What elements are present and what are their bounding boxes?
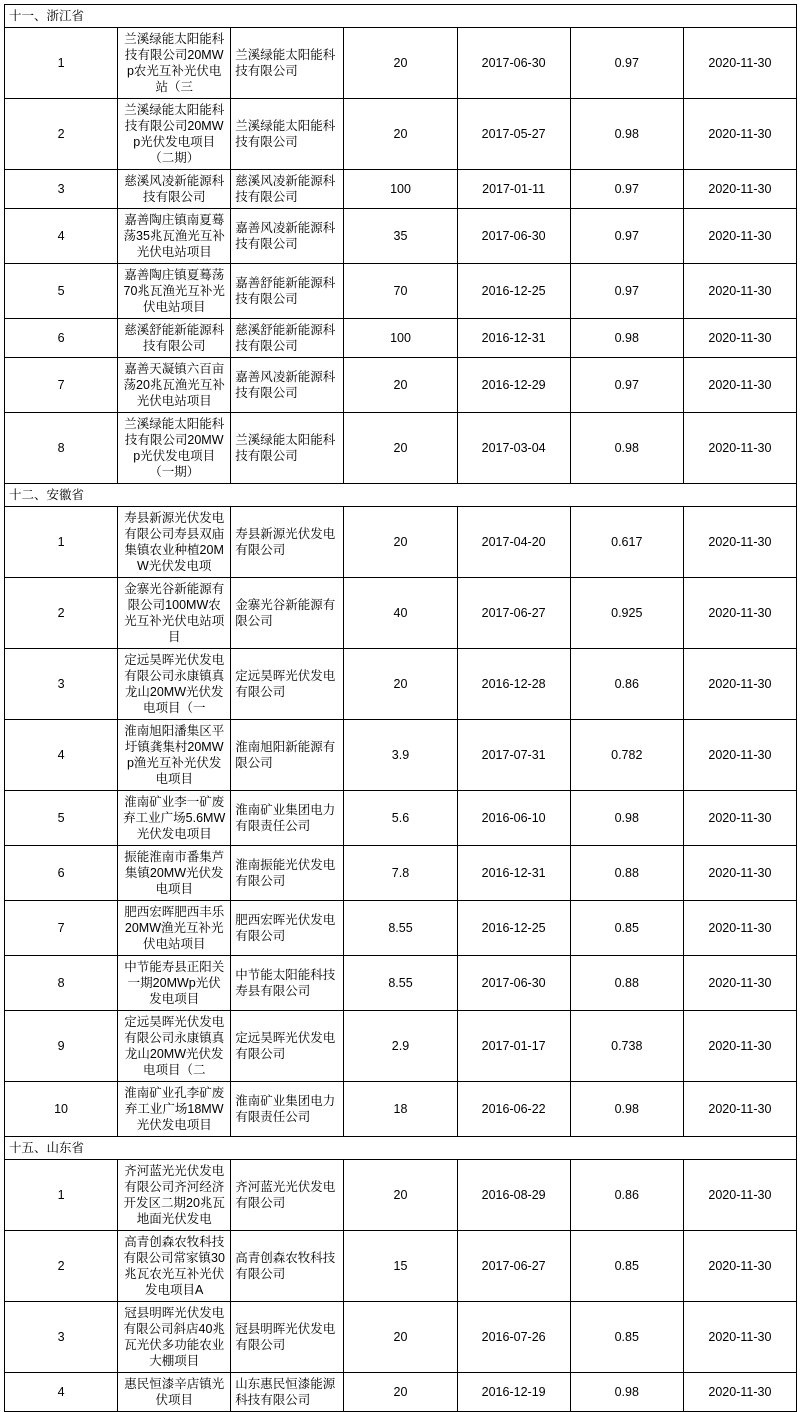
- row-capacity: 15: [344, 1231, 457, 1302]
- row-price: 0.88: [570, 956, 683, 1011]
- row-deadline: 2020-11-30: [683, 1373, 796, 1412]
- row-index: 5: [5, 791, 118, 846]
- row-deadline: 2020-11-30: [683, 901, 796, 956]
- row-price: 0.85: [570, 1231, 683, 1302]
- row-price: 0.98: [570, 413, 683, 484]
- row-index: 4: [5, 1373, 118, 1412]
- row-project-name: 中节能寿县正阳关一期20MWp光伏发电项目: [118, 956, 231, 1011]
- section-heading-row: [5, 1137, 797, 1160]
- row-date: 2017-05-27: [457, 99, 570, 170]
- row-date: 2017-01-11: [457, 170, 570, 209]
- row-deadline: 2020-11-30: [683, 1082, 796, 1137]
- row-date: 2017-03-04: [457, 413, 570, 484]
- row-project-name: 振能淮南市番集芦集镇20MW光伏发电项目: [118, 846, 231, 901]
- row-company: 冠县明晖光伏发电有限公司: [231, 1302, 344, 1373]
- section-heading: 十一、浙江省: [5, 5, 797, 28]
- row-project-name: 齐河蓝光光伏发电有限公司齐河经济开发区二期20兆瓦地面光伏发电: [118, 1160, 231, 1231]
- row-company: 嘉善舒能新能源科技有限公司: [231, 264, 344, 319]
- table-row: [5, 170, 797, 209]
- table-row: [5, 413, 797, 484]
- row-index: 1: [5, 28, 118, 99]
- row-price: 0.925: [570, 578, 683, 649]
- row-company: 慈溪舒能新能源科技有限公司: [231, 319, 344, 358]
- row-capacity: 8.55: [344, 956, 457, 1011]
- table-row: [5, 1011, 797, 1082]
- row-company: 淮南矿业集团电力有限责任公司: [231, 791, 344, 846]
- row-index: 8: [5, 956, 118, 1011]
- row-capacity: 7.8: [344, 846, 457, 901]
- row-deadline: 2020-11-30: [683, 1011, 796, 1082]
- row-capacity: 20: [344, 1160, 457, 1231]
- row-price: 0.97: [570, 28, 683, 99]
- row-deadline: 2020-11-30: [683, 99, 796, 170]
- table-row: [5, 264, 797, 319]
- row-deadline: 2020-11-30: [683, 791, 796, 846]
- row-capacity: 20: [344, 507, 457, 578]
- row-date: 2016-12-25: [457, 901, 570, 956]
- row-index: 6: [5, 846, 118, 901]
- row-price: 0.97: [570, 358, 683, 413]
- row-company: 高青创森农牧科技有限公司: [231, 1231, 344, 1302]
- row-project-name: 兰溪绿能太阳能科技有限公司20MWp光伏发电项目（二期）: [118, 99, 231, 170]
- row-project-name: 嘉善天凝镇六百亩荡20兆瓦渔光互补光伏电站项目: [118, 358, 231, 413]
- table-row: [5, 1160, 797, 1231]
- row-date: 2016-12-31: [457, 846, 570, 901]
- row-deadline: 2020-11-30: [683, 413, 796, 484]
- row-company: 中节能太阳能科技寿县有限公司: [231, 956, 344, 1011]
- row-project-name: 淮南矿业孔李矿废弃工业广场18MW光伏发电项目: [118, 1082, 231, 1137]
- row-deadline: 2020-11-30: [683, 507, 796, 578]
- row-price: 0.85: [570, 901, 683, 956]
- row-company: 寿县新源光伏发电有限公司: [231, 507, 344, 578]
- row-company: 淮南振能光伏发电有限公司: [231, 846, 344, 901]
- row-date: 2016-12-31: [457, 319, 570, 358]
- row-company: 定远昊晖光伏发电有限公司: [231, 1011, 344, 1082]
- row-project-name: 慈溪风凌新能源科技有限公司: [118, 170, 231, 209]
- table-row: [5, 507, 797, 578]
- table-row: [5, 209, 797, 264]
- row-index: 2: [5, 99, 118, 170]
- row-deadline: 2020-11-30: [683, 209, 796, 264]
- row-project-name: 兰溪绿能太阳能科技有限公司20MWp农光互补光伏电站（三: [118, 28, 231, 99]
- row-capacity: 20: [344, 413, 457, 484]
- row-date: 2016-06-22: [457, 1082, 570, 1137]
- row-deadline: 2020-11-30: [683, 956, 796, 1011]
- row-deadline: 2020-11-30: [683, 28, 796, 99]
- row-company: 齐河蓝光光伏发电有限公司: [231, 1160, 344, 1231]
- row-capacity: 8.55: [344, 901, 457, 956]
- row-project-name: 淮南矿业李一矿废弃工业广场5.6MW光伏发电项目: [118, 791, 231, 846]
- table-row: [5, 28, 797, 99]
- row-price: 0.97: [570, 264, 683, 319]
- table-row: [5, 1302, 797, 1373]
- row-project-name: 嘉善陶庄镇南夏蓦荡35兆瓦渔光互补光伏电站项目: [118, 209, 231, 264]
- table-row: [5, 720, 797, 791]
- row-date: 2017-06-27: [457, 1231, 570, 1302]
- row-project-name: 寿县新源光伏发电有限公司寿县双庙集镇农业种植20MW光伏发电项: [118, 507, 231, 578]
- row-index: 3: [5, 170, 118, 209]
- row-company: 兰溪绿能太阳能科技有限公司: [231, 28, 344, 99]
- row-price: 0.617: [570, 507, 683, 578]
- row-date: 2017-06-30: [457, 28, 570, 99]
- row-date: 2017-06-27: [457, 578, 570, 649]
- table-row: [5, 319, 797, 358]
- table-row: [5, 1231, 797, 1302]
- section-heading-row: [5, 484, 797, 507]
- table-row: [5, 956, 797, 1011]
- row-index: 4: [5, 209, 118, 264]
- row-index: 5: [5, 264, 118, 319]
- row-date: 2017-01-17: [457, 1011, 570, 1082]
- row-date: 2016-12-25: [457, 264, 570, 319]
- table-row: [5, 358, 797, 413]
- table-row: [5, 846, 797, 901]
- row-index: 1: [5, 1160, 118, 1231]
- row-deadline: 2020-11-30: [683, 1302, 796, 1373]
- row-capacity: 100: [344, 170, 457, 209]
- row-index: 6: [5, 319, 118, 358]
- row-company: 嘉善风凌新能源科技有限公司: [231, 358, 344, 413]
- row-company: 慈溪风凌新能源科技有限公司: [231, 170, 344, 209]
- row-project-name: 肥西宏晖肥西丰乐20MW渔光互补光伏电站项目: [118, 901, 231, 956]
- row-project-name: 定远昊晖光伏发电有限公司永康镇真龙山20MW光伏发电项目（一: [118, 649, 231, 720]
- row-deadline: 2020-11-30: [683, 846, 796, 901]
- row-price: 0.86: [570, 649, 683, 720]
- row-index: 2: [5, 1231, 118, 1302]
- row-price: 0.97: [570, 209, 683, 264]
- row-project-name: 金寨光谷新能源有限公司100MW农光互补光伏电站项目: [118, 578, 231, 649]
- row-company: 兰溪绿能太阳能科技有限公司: [231, 413, 344, 484]
- row-index: 4: [5, 720, 118, 791]
- row-price: 0.98: [570, 99, 683, 170]
- row-price: 0.98: [570, 319, 683, 358]
- row-capacity: 20: [344, 358, 457, 413]
- row-project-name: 定远昊晖光伏发电有限公司永康镇真龙山20MW光伏发电项目（二: [118, 1011, 231, 1082]
- row-capacity: 40: [344, 578, 457, 649]
- row-capacity: 18: [344, 1082, 457, 1137]
- row-capacity: 2.9: [344, 1011, 457, 1082]
- row-deadline: 2020-11-30: [683, 649, 796, 720]
- row-deadline: 2020-11-30: [683, 1160, 796, 1231]
- row-deadline: 2020-11-30: [683, 578, 796, 649]
- table-row: [5, 99, 797, 170]
- row-project-name: 慈溪舒能新能源科技有限公司: [118, 319, 231, 358]
- section-heading: 十二、安徽省: [5, 484, 797, 507]
- row-index: 7: [5, 358, 118, 413]
- row-index: 8: [5, 413, 118, 484]
- table-row: [5, 649, 797, 720]
- row-date: 2017-06-30: [457, 956, 570, 1011]
- table-row: [5, 901, 797, 956]
- section-heading: 十五、山东省: [5, 1137, 797, 1160]
- row-price: 0.782: [570, 720, 683, 791]
- row-capacity: 20: [344, 1302, 457, 1373]
- row-deadline: 2020-11-30: [683, 720, 796, 791]
- row-index: 3: [5, 1302, 118, 1373]
- row-project-name: 惠民恒漆辛店镇光伏项目: [118, 1373, 231, 1412]
- row-company: 山东惠民恒漆能源科技有限公司: [231, 1373, 344, 1412]
- table-row: [5, 1082, 797, 1137]
- table-body: [5, 5, 797, 1412]
- row-capacity: 100: [344, 319, 457, 358]
- row-company: 嘉善风凌新能源科技有限公司: [231, 209, 344, 264]
- row-capacity: 70: [344, 264, 457, 319]
- table-row: [5, 791, 797, 846]
- row-deadline: 2020-11-30: [683, 358, 796, 413]
- row-date: 2017-04-20: [457, 507, 570, 578]
- row-project-name: 兰溪绿能太阳能科技有限公司20MWp光伏发电项目（一期）: [118, 413, 231, 484]
- table-row: [5, 578, 797, 649]
- row-capacity: 20: [344, 1373, 457, 1412]
- row-capacity: 20: [344, 28, 457, 99]
- row-capacity: 35: [344, 209, 457, 264]
- row-index: 2: [5, 578, 118, 649]
- section-heading-row: [5, 5, 797, 28]
- row-price: 0.98: [570, 791, 683, 846]
- row-capacity: 20: [344, 649, 457, 720]
- row-date: 2017-07-31: [457, 720, 570, 791]
- row-company: 肥西宏晖光伏发电有限公司: [231, 901, 344, 956]
- row-index: 10: [5, 1082, 118, 1137]
- row-date: 2016-08-29: [457, 1160, 570, 1231]
- row-project-name: 嘉善陶庄镇夏蓦荡70兆瓦渔光互补光伏电站项目: [118, 264, 231, 319]
- row-company: 兰溪绿能太阳能科技有限公司: [231, 99, 344, 170]
- row-company: 金寨光谷新能源有限公司: [231, 578, 344, 649]
- row-date: 2017-06-30: [457, 209, 570, 264]
- row-price: 0.88: [570, 846, 683, 901]
- row-price: 0.738: [570, 1011, 683, 1082]
- row-price: 0.85: [570, 1302, 683, 1373]
- project-list-table: [4, 4, 797, 1412]
- row-capacity: 3.9: [344, 720, 457, 791]
- row-index: 9: [5, 1011, 118, 1082]
- row-index: 1: [5, 507, 118, 578]
- row-date: 2016-12-19: [457, 1373, 570, 1412]
- row-date: 2016-12-29: [457, 358, 570, 413]
- row-date: 2016-06-10: [457, 791, 570, 846]
- row-deadline: 2020-11-30: [683, 1231, 796, 1302]
- row-price: 0.86: [570, 1160, 683, 1231]
- row-price: 0.98: [570, 1082, 683, 1137]
- row-index: 7: [5, 901, 118, 956]
- row-deadline: 2020-11-30: [683, 319, 796, 358]
- row-index: 3: [5, 649, 118, 720]
- row-project-name: 淮南旭阳潘集区平圩镇龚集村20MWp渔光互补光伏发电项目: [118, 720, 231, 791]
- row-date: 2016-07-26: [457, 1302, 570, 1373]
- row-price: 0.97: [570, 170, 683, 209]
- row-project-name: 高青创森农牧科技有限公司常家镇30兆瓦农光互补光伏发电项目A: [118, 1231, 231, 1302]
- row-capacity: 20: [344, 99, 457, 170]
- row-project-name: 冠县明晖光伏发电有限公司斜店40兆瓦光伏多功能农业大棚项目: [118, 1302, 231, 1373]
- row-company: 淮南矿业集团电力有限责任公司: [231, 1082, 344, 1137]
- row-price: 0.98: [570, 1373, 683, 1412]
- row-company: 淮南旭阳新能源有限公司: [231, 720, 344, 791]
- row-company: 定远昊晖光伏发电有限公司: [231, 649, 344, 720]
- table-row: [5, 1373, 797, 1412]
- row-deadline: 2020-11-30: [683, 170, 796, 209]
- row-deadline: 2020-11-30: [683, 264, 796, 319]
- row-capacity: 5.6: [344, 791, 457, 846]
- row-date: 2016-12-28: [457, 649, 570, 720]
